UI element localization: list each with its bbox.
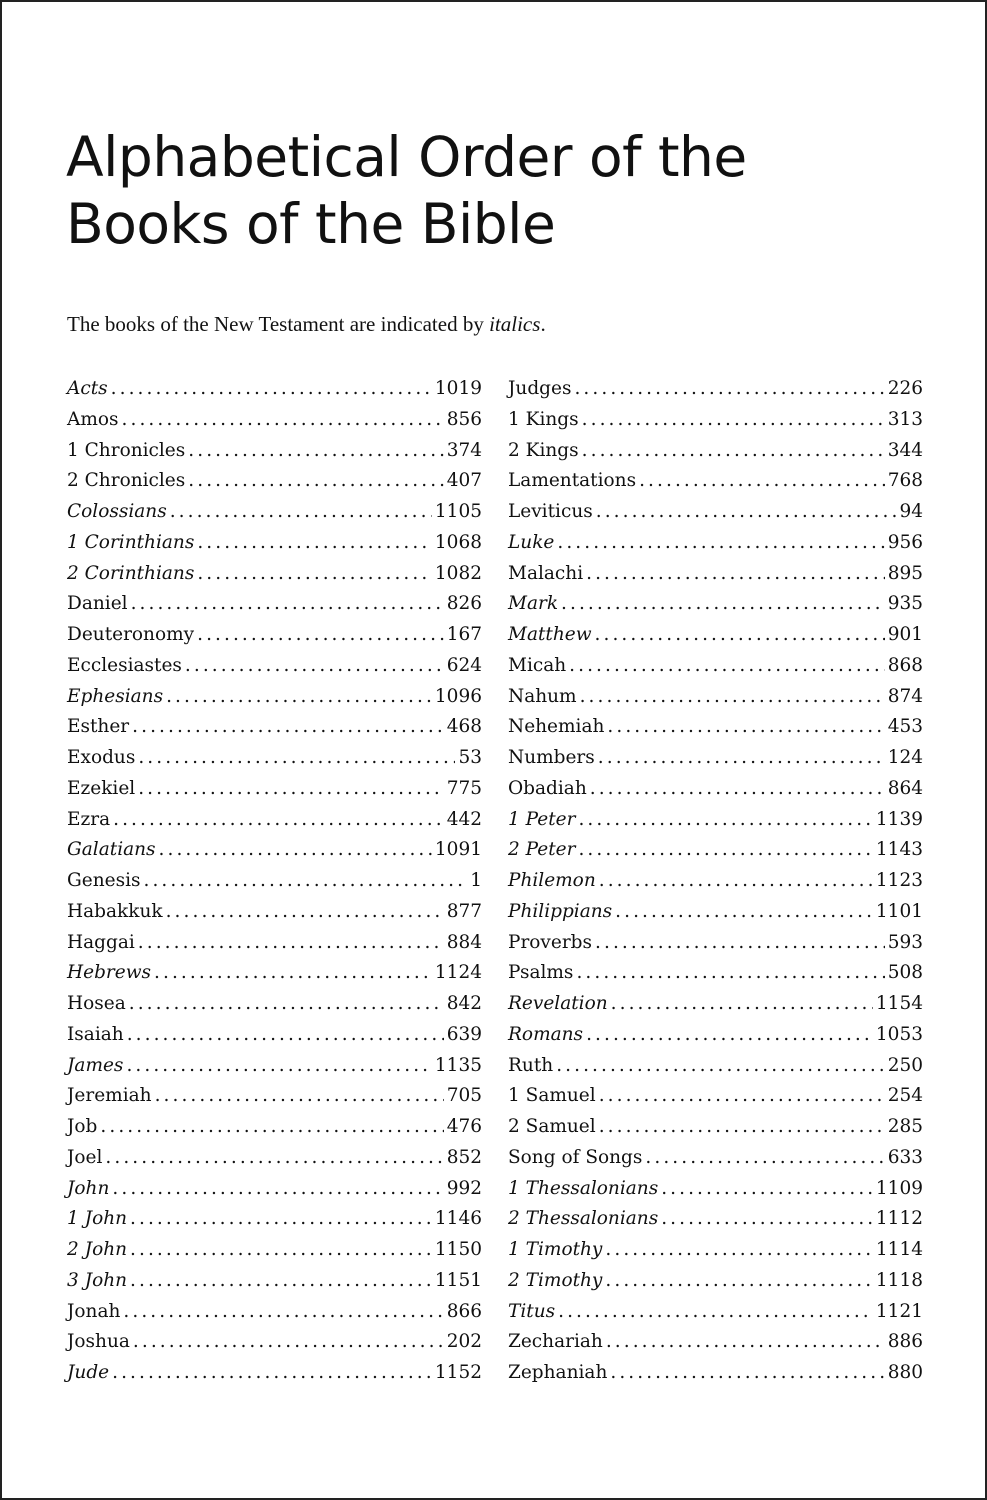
book-entry: [508, 497, 923, 528]
dot-leader: [133, 1327, 444, 1358]
book-page-number: 1135: [434, 1054, 482, 1076]
book-name: Leviticus: [508, 501, 593, 522]
dot-leader: [558, 1297, 873, 1328]
dot-leader: [595, 620, 885, 651]
dot-leader: [131, 589, 444, 620]
book-page-number: 1082: [434, 562, 482, 584]
book-name: Deuteronomy: [67, 624, 195, 645]
book-entry: [67, 805, 482, 836]
dot-leader: [607, 712, 884, 743]
book-entry: [67, 1174, 482, 1205]
dot-leader: [578, 805, 872, 836]
dot-leader: [598, 743, 885, 774]
dot-leader: [170, 497, 432, 528]
book-name: Malachi: [508, 562, 584, 584]
book-entry: [508, 989, 923, 1020]
book-entry: [508, 1204, 923, 1235]
dot-leader: [580, 682, 885, 713]
book-page-number: 1112: [875, 1208, 923, 1230]
dot-leader: [578, 835, 872, 866]
dot-leader: [590, 774, 885, 805]
dot-leader: [166, 682, 432, 713]
book-entry: [67, 497, 482, 528]
dot-leader: [112, 1174, 443, 1205]
book-name: Zephaniah: [508, 1362, 608, 1383]
dot-leader: [599, 1081, 885, 1112]
dot-leader: [615, 897, 873, 928]
book-name: 1 Kings: [508, 408, 579, 430]
book-page-number: 374: [446, 439, 482, 461]
book-page-number: 442: [446, 808, 482, 830]
book-page-number: 94: [899, 501, 923, 522]
book-name: 2 Corinthians: [67, 562, 195, 584]
dot-leader: [605, 1235, 873, 1266]
dot-leader: [645, 1143, 884, 1174]
book-name: Revelation: [508, 993, 608, 1014]
book-entry: [508, 712, 923, 743]
book-page-number: 901: [887, 624, 923, 645]
book-page-number: 1121: [875, 1300, 923, 1322]
intro-note-italic-word: italics: [489, 312, 541, 336]
book-name: Philippians: [508, 900, 613, 922]
left-book-column: [67, 374, 482, 1389]
book-page-number: 124: [887, 747, 923, 768]
book-name: Ecclesiastes: [67, 654, 182, 676]
book-page-number: 1154: [875, 993, 923, 1014]
book-entry: [508, 1358, 923, 1389]
dot-leader: [556, 1051, 884, 1082]
book-entry: [67, 559, 482, 590]
book-page-number: 826: [446, 593, 482, 615]
dot-leader: [144, 866, 468, 897]
book-name: 1 Samuel: [508, 1085, 596, 1107]
book-entry: [67, 866, 482, 897]
book-name: Habakkuk: [67, 900, 163, 922]
book-page-number: 1091: [434, 839, 482, 861]
dot-leader: [582, 405, 885, 436]
book-entry: [508, 1174, 923, 1205]
book-page-number: 705: [446, 1085, 482, 1107]
dot-leader: [138, 743, 455, 774]
book-entry: [508, 805, 923, 836]
book-entry: [508, 1112, 923, 1143]
book-page-number: 877: [446, 900, 482, 922]
book-name: Galatians: [67, 839, 156, 861]
book-entry: [67, 1297, 482, 1328]
book-name: 2 Chronicles: [67, 470, 186, 492]
book-name: 2 Thessalonians: [508, 1208, 659, 1230]
dot-leader: [129, 989, 444, 1020]
dot-leader: [557, 528, 884, 559]
dot-leader: [123, 1297, 443, 1328]
book-page-number: 407: [446, 470, 482, 492]
book-name: Hebrews: [67, 962, 152, 984]
book-page-number: 768: [887, 470, 923, 492]
book-entry: [508, 1020, 923, 1051]
dot-leader: [605, 1266, 873, 1297]
book-entry: [67, 1051, 482, 1082]
book-entry: [508, 1235, 923, 1266]
dot-leader: [610, 1358, 884, 1389]
book-entry: [67, 897, 482, 928]
book-name: Zechariah: [508, 1331, 603, 1353]
book-entry: [508, 928, 923, 959]
book-page-number: 1118: [875, 1269, 923, 1291]
book-name: Ezra: [67, 808, 111, 830]
book-entry: [508, 528, 923, 559]
book-name: Micah: [508, 654, 567, 676]
book-name: Song of Songs: [508, 1146, 643, 1168]
book-name: Jeremiah: [67, 1085, 152, 1107]
book-entry: [67, 928, 482, 959]
dot-leader: [576, 958, 884, 989]
book-page-number: 992: [446, 1177, 482, 1199]
book-page-number: 1105: [434, 501, 482, 522]
book-page-number: 226: [887, 378, 923, 399]
book-entry: [67, 712, 482, 743]
book-name: Judges: [508, 378, 572, 399]
book-page-number: 1146: [434, 1208, 482, 1230]
dot-leader: [126, 1051, 431, 1082]
book-entry: [67, 743, 482, 774]
book-name: 2 Kings: [508, 439, 579, 461]
dot-leader: [154, 958, 432, 989]
book-entry: [67, 589, 482, 620]
book-name: Job: [67, 1116, 98, 1137]
dot-leader: [599, 866, 873, 897]
book-entry: [67, 682, 482, 713]
book-name: Matthew: [508, 624, 592, 645]
book-name: Haggai: [67, 931, 135, 953]
book-entry: [67, 466, 482, 497]
dot-leader: [113, 805, 444, 836]
book-entry: [508, 651, 923, 682]
book-page-number: 1124: [434, 962, 482, 984]
book-entry: [67, 958, 482, 989]
book-name: Isaiah: [67, 1023, 124, 1045]
book-entry: [508, 1051, 923, 1082]
dot-leader: [574, 374, 884, 405]
book-page-number: 53: [458, 747, 482, 768]
book-page-number: 1123: [875, 870, 923, 891]
book-entry: [508, 1327, 923, 1358]
book-name: 1 Timothy: [508, 1239, 603, 1260]
page-title-line-2: Books of the Bible: [66, 192, 556, 256]
book-name: Jonah: [67, 1300, 121, 1322]
book-name: James: [67, 1054, 124, 1076]
book-entry: [508, 1143, 923, 1174]
book-name: Titus: [508, 1300, 556, 1322]
book-entry: [508, 835, 923, 866]
book-entry: [508, 620, 923, 651]
page-title-line-1: Alphabetical Order of the: [66, 125, 747, 189]
book-entry: [67, 1266, 482, 1297]
dot-leader: [569, 651, 885, 682]
book-name: 1 John: [67, 1208, 128, 1230]
book-page-number: 864: [887, 777, 923, 799]
book-entry: [508, 466, 923, 497]
book-page-number: 1019: [434, 378, 482, 399]
book-name: Acts: [67, 378, 108, 399]
book-entry: [67, 374, 482, 405]
dot-leader: [197, 620, 444, 651]
book-name: 2 John: [67, 1239, 128, 1260]
book-page-number: 468: [446, 716, 482, 738]
book-entry: [67, 436, 482, 467]
book-entry: [67, 1235, 482, 1266]
dot-leader: [138, 928, 444, 959]
dot-leader: [130, 1235, 432, 1266]
dot-leader: [130, 1266, 432, 1297]
book-entry: [508, 436, 923, 467]
book-page-number: 852: [446, 1146, 482, 1168]
book-page-number: 593: [887, 931, 923, 953]
book-name: Nahum: [508, 685, 577, 707]
book-entry: [67, 989, 482, 1020]
book-entry: [508, 589, 923, 620]
book-page-number: 856: [446, 408, 482, 430]
dot-leader: [112, 1358, 432, 1389]
dot-leader: [197, 559, 432, 590]
page-title: [66, 124, 747, 258]
book-entry: [67, 774, 482, 805]
dot-leader: [100, 1112, 443, 1143]
book-page-number: 1152: [434, 1362, 482, 1383]
dot-leader: [606, 1327, 885, 1358]
book-page-number: 202: [446, 1331, 482, 1353]
book-name: Obadiah: [508, 777, 587, 799]
book-name: Luke: [508, 531, 555, 553]
book-page-number: 866: [446, 1300, 482, 1322]
dot-leader: [155, 1081, 444, 1112]
book-name: Joel: [67, 1146, 103, 1168]
book-entry: [67, 1327, 482, 1358]
book-page-number: 1150: [434, 1239, 482, 1260]
book-entry: [508, 774, 923, 805]
dot-leader: [561, 589, 885, 620]
book-entry: [508, 405, 923, 436]
book-name: Philemon: [508, 870, 596, 891]
book-page-number: 476: [446, 1116, 482, 1137]
dot-leader: [661, 1204, 873, 1235]
book-page-number: 1: [470, 870, 482, 891]
intro-note: [67, 310, 546, 338]
book-entry: [67, 620, 482, 651]
book-entry: [67, 1358, 482, 1389]
book-name: Ruth: [508, 1054, 554, 1076]
dot-leader: [127, 1020, 444, 1051]
book-entry: [67, 1204, 482, 1235]
dot-leader: [197, 528, 432, 559]
book-entry: [67, 651, 482, 682]
book-page-number: 1096: [434, 685, 482, 707]
book-entry: [508, 1297, 923, 1328]
book-entry: [67, 405, 482, 436]
book-page-number: 935: [887, 593, 923, 615]
dot-leader: [661, 1174, 873, 1205]
book-entry: [67, 1143, 482, 1174]
book-page-number: 633: [887, 1146, 923, 1168]
book-page-number: 895: [887, 562, 923, 584]
book-page-number: 874: [887, 685, 923, 707]
book-name: Proverbs: [508, 931, 593, 953]
book-name: Mark: [508, 593, 559, 615]
book-page-number: 842: [446, 993, 482, 1014]
dot-leader: [611, 989, 873, 1020]
book-page-number: 1068: [434, 531, 482, 553]
book-page-number: 880: [887, 1362, 923, 1383]
book-name: John: [67, 1177, 110, 1199]
book-entry: [508, 1266, 923, 1297]
dot-leader: [586, 1020, 873, 1051]
book-name: 1 Corinthians: [67, 531, 195, 553]
book-page-number: 285: [887, 1116, 923, 1137]
book-name: Amos: [67, 408, 119, 430]
book-entry: [508, 559, 923, 590]
book-page-number: 250: [887, 1054, 923, 1076]
book-name: 3 John: [67, 1269, 128, 1291]
book-name: 1 Chronicles: [67, 439, 186, 461]
book-name: Hosea: [67, 993, 126, 1014]
book-page-number: 956: [887, 531, 923, 553]
book-page-number: 167: [446, 624, 482, 645]
dot-leader: [599, 1112, 885, 1143]
book-name: Lamentations: [508, 470, 637, 492]
book-name: 2 Timothy: [508, 1269, 603, 1291]
right-book-column: [508, 374, 923, 1389]
book-name: Exodus: [67, 747, 136, 768]
book-name: Romans: [508, 1023, 584, 1045]
book-name: Numbers: [508, 747, 595, 768]
dot-leader: [166, 897, 444, 928]
book-page-number: 884: [446, 931, 482, 953]
book-page-number: 886: [887, 1331, 923, 1353]
book-entry: [508, 1081, 923, 1112]
book-entry: [508, 866, 923, 897]
book-name: Genesis: [67, 870, 141, 891]
dot-leader: [188, 436, 443, 467]
dot-leader: [159, 835, 432, 866]
dot-leader: [132, 712, 444, 743]
book-name: Ezekiel: [67, 777, 136, 799]
dot-leader: [188, 466, 443, 497]
book-name: 1 Peter: [508, 808, 576, 830]
dot-leader: [130, 1204, 432, 1235]
book-name: Jude: [67, 1362, 110, 1383]
dot-leader: [639, 466, 885, 497]
dot-leader: [122, 405, 444, 436]
book-page-number: 508: [887, 962, 923, 984]
book-page-number: 313: [887, 408, 923, 430]
book-page-number: 1151: [434, 1269, 482, 1291]
book-page-number: 775: [446, 777, 482, 799]
book-entry: [67, 528, 482, 559]
book-page-number: 639: [446, 1023, 482, 1045]
dot-leader: [105, 1143, 443, 1174]
dot-leader: [586, 559, 885, 590]
book-name: Joshua: [67, 1331, 130, 1353]
book-entry: [508, 682, 923, 713]
book-entry: [67, 1081, 482, 1112]
dot-leader: [111, 374, 432, 405]
book-page-number: 453: [887, 716, 923, 738]
book-name: 1 Thessalonians: [508, 1177, 659, 1199]
book-name: Daniel: [67, 593, 128, 615]
book-page-number: 1139: [875, 808, 923, 830]
book-name: 2 Samuel: [508, 1116, 596, 1137]
book-page-number: 868: [887, 654, 923, 676]
book-page-number: 1053: [875, 1023, 923, 1045]
intro-note-text: The books of the New Testament are indicated by: [67, 312, 490, 336]
book-page-number: 1143: [875, 839, 923, 861]
dot-leader: [596, 497, 897, 528]
dot-leader: [582, 436, 885, 467]
dot-leader: [595, 928, 885, 959]
book-page-number: 1101: [875, 900, 923, 922]
book-entry: [67, 1112, 482, 1143]
book-page-number: 344: [887, 439, 923, 461]
book-name: Psalms: [508, 962, 574, 984]
book-name: Colossians: [67, 501, 167, 522]
book-page-number: 254: [887, 1085, 923, 1107]
book-page-number: 1109: [875, 1177, 923, 1199]
intro-note-period: .: [540, 312, 546, 336]
book-name: Ephesians: [67, 685, 164, 707]
book-entry: [508, 374, 923, 405]
book-name: Esther: [67, 716, 130, 738]
book-entry: [67, 835, 482, 866]
book-entry: [508, 897, 923, 928]
book-name: Nehemiah: [508, 716, 605, 738]
dot-leader: [138, 774, 443, 805]
book-entry: [67, 1020, 482, 1051]
book-page-number: 1114: [875, 1239, 923, 1260]
book-entry: [508, 958, 923, 989]
dot-leader: [185, 651, 444, 682]
book-name: 2 Peter: [508, 839, 576, 861]
book-page-number: 624: [446, 654, 482, 676]
book-entry: [508, 743, 923, 774]
